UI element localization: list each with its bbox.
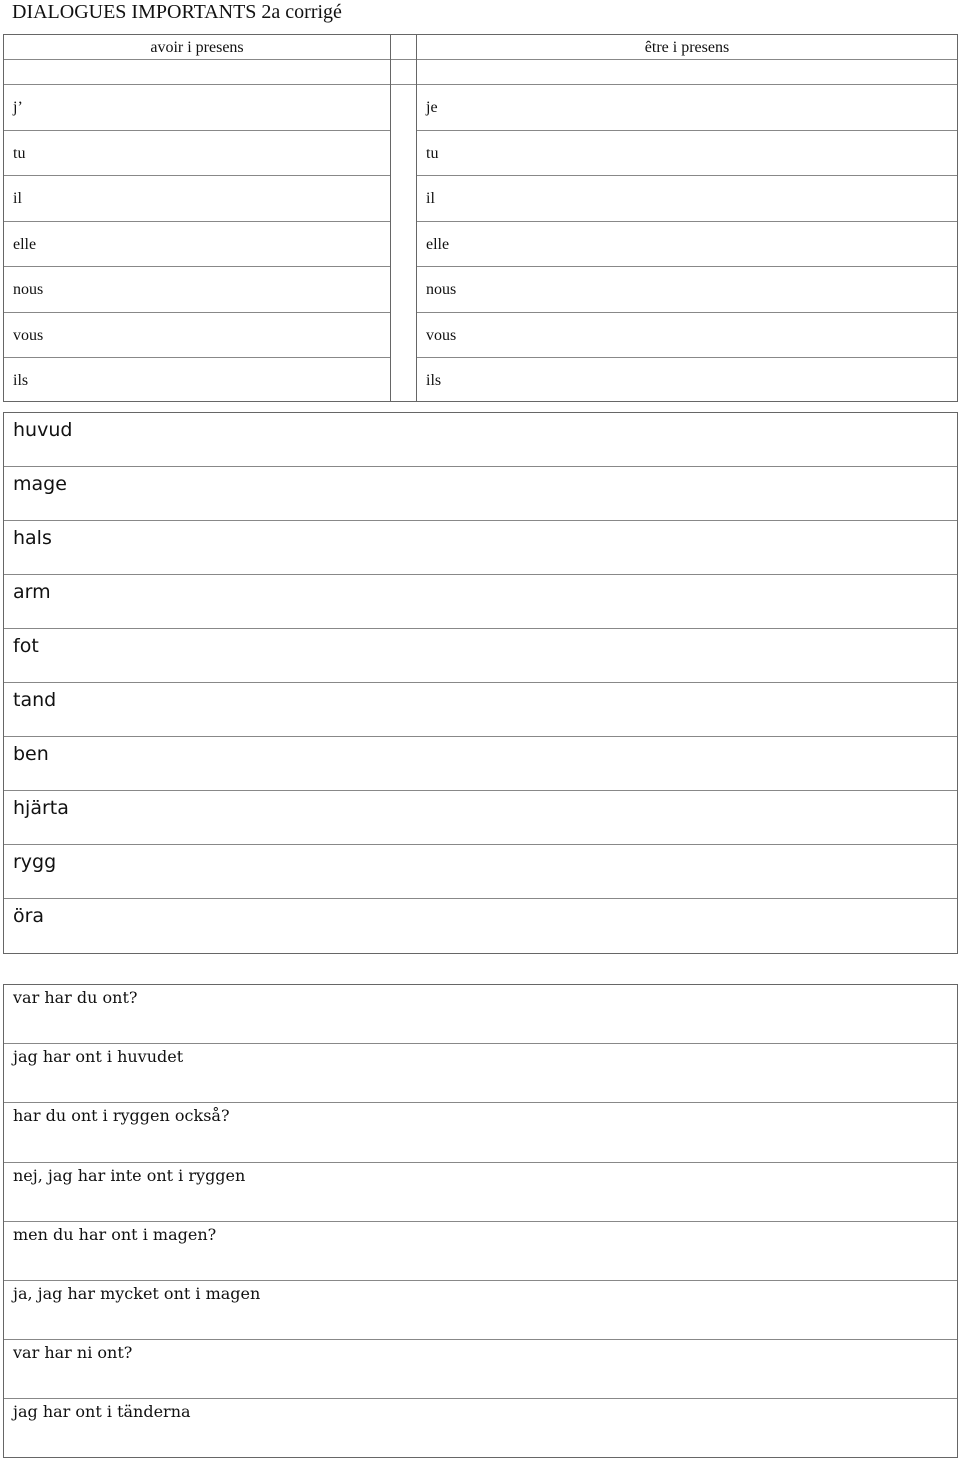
- vocabulary-table: [3, 412, 958, 954]
- page-title: DIALOGUES IMPORTANTS 2a corrigé: [12, 1, 342, 23]
- vocab-word: öra: [13, 905, 45, 927]
- avoir-pronoun: vous: [4, 313, 390, 359]
- vocab-word: tand: [4, 683, 957, 737]
- vocab-word: arm: [4, 575, 957, 629]
- etre-pronoun: elle: [417, 222, 957, 268]
- etre-blank-row: [417, 60, 957, 85]
- dialogue-line: jag har ont i tänderna: [13, 1402, 191, 1422]
- dialogue-table: [3, 984, 958, 1458]
- dialogue-line: nej, jag har inte ont i ryggen: [4, 1163, 957, 1222]
- avoir-pronoun: il: [4, 176, 390, 222]
- avoir-pronoun: elle: [4, 222, 390, 268]
- avoir-blank-row: [4, 60, 390, 85]
- spacer-cell: [391, 60, 416, 85]
- etre-pronoun: tu: [417, 131, 957, 177]
- avoir-pronoun: ils: [13, 372, 29, 389]
- etre-header: être i presens: [417, 35, 957, 60]
- conjugation-table: [3, 34, 958, 402]
- etre-pronoun: vous: [417, 313, 957, 359]
- etre-pronoun: je: [417, 85, 957, 131]
- dialogue-line: har du ont i ryggen också?: [4, 1103, 957, 1162]
- spacer-cell: [391, 35, 416, 60]
- dialogue-line: ja, jag har mycket ont i magen: [4, 1281, 957, 1340]
- vocab-word: fot: [4, 629, 957, 683]
- etre-column: [417, 35, 957, 401]
- spacer-column: [391, 35, 417, 401]
- avoir-pronoun: nous: [4, 267, 390, 313]
- etre-pronoun: il: [417, 176, 957, 222]
- avoir-column: [4, 35, 391, 401]
- vocab-word: ben: [4, 737, 957, 791]
- avoir-pronoun: tu: [4, 131, 390, 177]
- vocab-word: mage: [4, 467, 957, 521]
- dialogue-line: var har ni ont?: [4, 1340, 957, 1399]
- dialogue-line: men du har ont i magen?: [4, 1222, 957, 1281]
- avoir-header: avoir i presens: [4, 35, 390, 60]
- vocab-word: hals: [4, 521, 957, 575]
- vocab-word: huvud: [4, 413, 957, 467]
- vocab-word: hjärta: [4, 791, 957, 845]
- etre-pronoun: ils: [426, 372, 442, 389]
- vocab-word: rygg: [4, 845, 957, 899]
- dialogue-line: var har du ont?: [4, 985, 957, 1044]
- spacer-cell: [391, 85, 416, 403]
- etre-pronoun: nous: [417, 267, 957, 313]
- avoir-pronoun: j’: [4, 85, 390, 131]
- dialogue-line: jag har ont i huvudet: [4, 1044, 957, 1103]
